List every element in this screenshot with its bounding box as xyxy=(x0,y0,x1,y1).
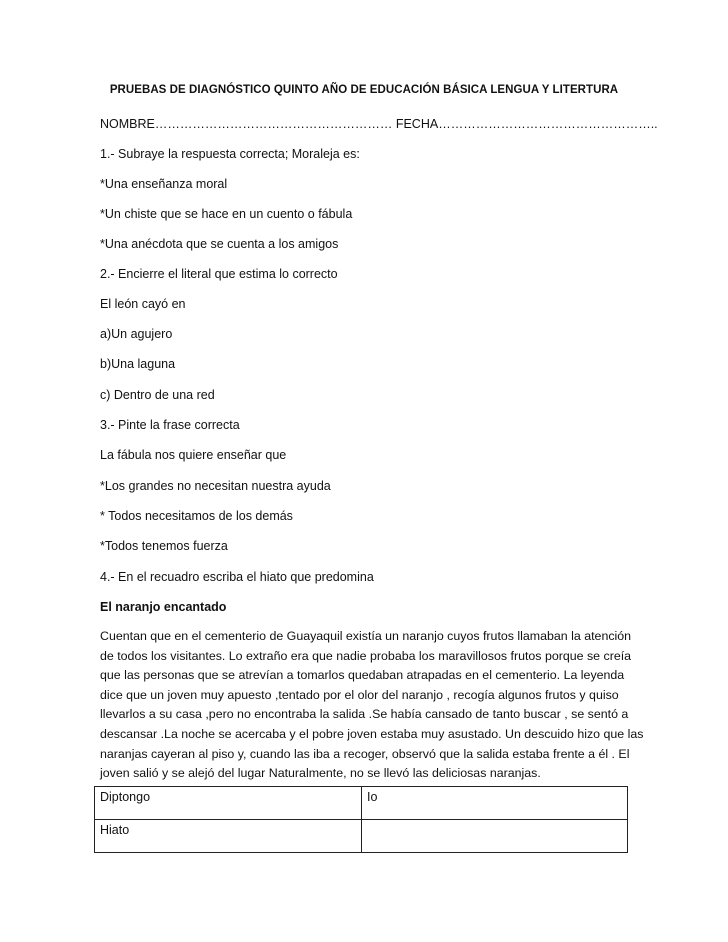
hiato-label-cell: Hiato xyxy=(95,820,362,853)
page-title: PRUEBAS DE DIAGNÓSTICO QUINTO AÑO DE EDUCACIÓN BÁSICA LENGUA Y LITERTURA xyxy=(109,84,619,96)
q1-option-3: *Una anécdota que se cuenta a los amigos xyxy=(100,237,339,251)
story-paragraph xyxy=(100,627,644,784)
story-title: El naranjo encantado xyxy=(100,600,227,614)
story-line: dice que un joven muy apuesto ,tentado por el olor del naranjo , recogía algunos frutos y quiso xyxy=(100,687,619,702)
q2-option-b: b)Una laguna xyxy=(100,357,176,371)
table-row xyxy=(95,820,628,853)
hiato-answer-cell[interactable] xyxy=(362,820,628,853)
story-line: naranjas cayeran al piso y, cuando las iba a recoger, observó que la salida estaba frente a él . El xyxy=(100,746,630,761)
question-2: 2.- Encierre el literal que estima lo correcto xyxy=(100,267,338,281)
story-line: joven salió y se alejó del lugar Naturalmente, no se llevó las deliciosas naranjas. xyxy=(100,766,541,781)
diptongo-label-cell: Diptongo xyxy=(95,787,362,820)
story-line: llevarlos a su casa ,pero no encontraba la salida .Se había cansado de tanto buscar , se sentó a xyxy=(100,707,629,722)
story-line: Cuentan que en el cementerio de Guayaquil existía un naranjo cuyos frutos llamaban la atención xyxy=(100,629,632,643)
q3-option-1: *Los grandes no necesitan nuestra ayuda xyxy=(100,479,331,493)
q2-option-a: a)Un agujero xyxy=(100,327,173,341)
q1-option-2: *Un chiste que se hace en un cuento o fábula xyxy=(100,207,353,221)
q1-option-1: *Una enseñanza moral xyxy=(100,177,228,191)
q3-option-3: *Todos tenemos fuerza xyxy=(100,539,228,553)
story-line: que las personas que se atrevían a tomarlos quedaban atrapadas en el cementerio. La leyenda xyxy=(100,668,625,683)
question-1: 1.- Subraye la respuesta correcta; Moraleja es: xyxy=(100,147,360,161)
story-line: descansar .La noche se acercaba y el pobre joven estaba muy asustado. Un descuido hizo que las xyxy=(100,726,644,741)
answer-table xyxy=(94,786,628,853)
q3-prompt: La fábula nos quiere enseñar que xyxy=(100,448,287,462)
story-line: de todos los visitantes. Lo extraño era que nadie probaba los maravillosos frutos porque se creía xyxy=(100,648,632,663)
q3-option-2: * Todos necesitamos de los demás xyxy=(100,509,293,523)
table-row xyxy=(95,787,628,820)
name-date-line: NOMBRE………………………………………………… FECHA…………………………………………….. xyxy=(100,117,658,131)
q2-option-c: c) Dentro de una red xyxy=(100,388,215,402)
question-3: 3.- Pinte la frase correcta xyxy=(100,418,240,432)
question-4: 4.- En el recuadro escriba el hiato que predomina xyxy=(100,570,374,584)
q2-prompt: El león cayó en xyxy=(100,297,186,311)
diptongo-answer-cell[interactable]: Io xyxy=(362,787,628,820)
